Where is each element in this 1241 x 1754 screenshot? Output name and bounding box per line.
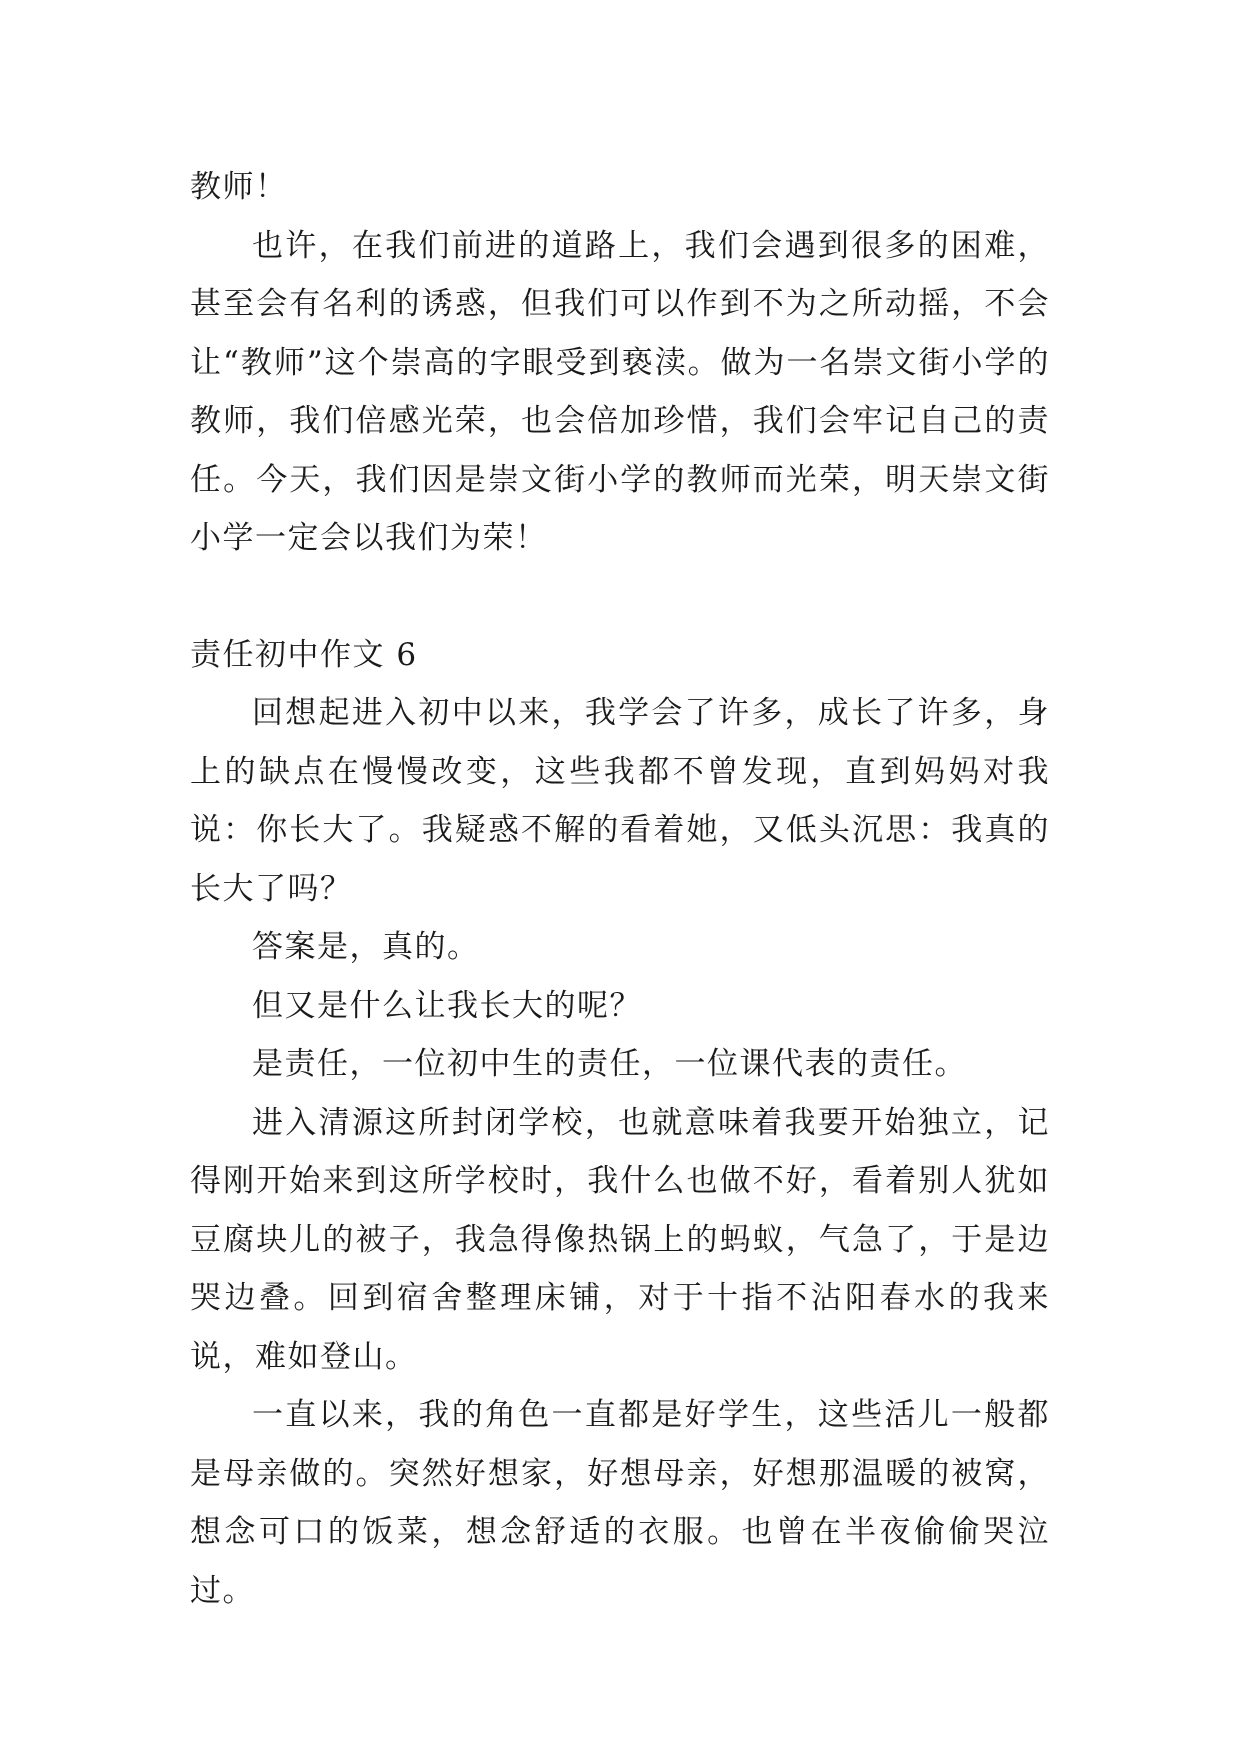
section-spacer: [190, 568, 1050, 626]
closing-line: 教师！: [190, 169, 288, 205]
essay-paragraph: 回想起进入初中以来，我学会了许多，成长了许多，身上的缺点在慢慢改变，这些我都不曾发现，直到妈妈对我说：你长大了。我疑惑不解的看着她，又低头沉思：我真的长大了吗？: [190, 695, 1050, 907]
document-body: [190, 158, 1050, 1620]
essay-paragraph: 是责任，一位初中生的责任，一位课代表的责任。: [252, 1046, 967, 1082]
essay-paragraph: 进入清源这所封闭学校，也就意味着我要开始独立，记得刚开始来到这所学校时，我什么也做不好，看着别人犹如豆腐块儿的被子，我急得像热锅上的蚂蚁，气急了，于是边哭边叠。回到宿舍整理床铺，对于十指不沾阳春水的我来说，难如登山。: [190, 1104, 1050, 1375]
paragraph-teacher-honor: 也许，在我们前进的道路上，我们会遇到很多的困难，甚至会有名利的诱惑，但我们可以作到不为之所动摇，不会让“教师”这个崇高的字眼受到亵渎。做为一名崇文街小学的教师，我们倍感光荣，也会倍加珍惜，我们会牢记自己的责任。今天，我们因是崇文街小学的教师而光荣，明天崇文街小学一定会以我们为荣！: [190, 227, 1050, 556]
essay-paragraph: 一直以来，我的角色一直都是好学生，这些活儿一般都是母亲做的。突然好想家，好想母亲，好想那温暖的被窝，想念可口的饭菜，想念舒适的衣服。也曾在半夜偷偷哭泣过。: [190, 1397, 1050, 1609]
essay-title: 责任初中作文 6: [190, 636, 418, 673]
essay-paragraph: 但又是什么让我长大的呢？: [252, 987, 642, 1024]
essay-paragraph: 答案是，真的。: [252, 929, 480, 965]
